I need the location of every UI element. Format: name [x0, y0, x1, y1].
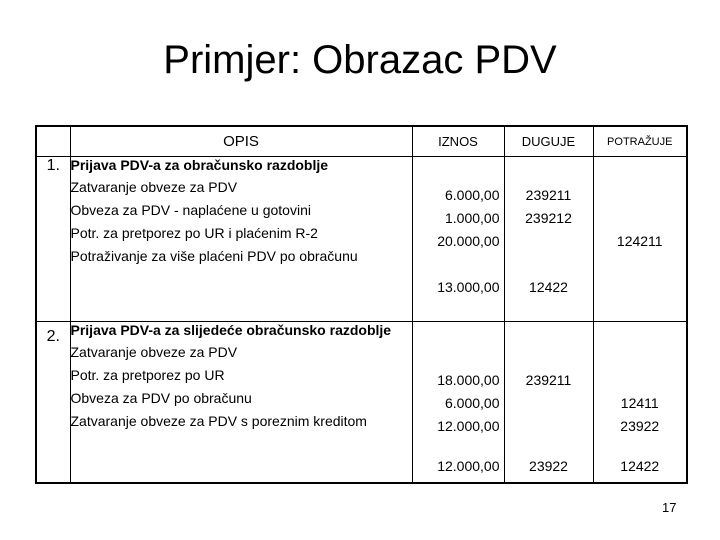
iznos-value: 12.000,00 — [437, 458, 500, 474]
duguje-value: 12422 — [529, 279, 568, 295]
duguje-cell — [504, 157, 593, 322]
iznos-value: 13.000,00 — [437, 279, 500, 295]
opis-line: Potraživanje za više plaćeni PDV po obračunu — [70, 248, 358, 264]
row-number: 1. — [36, 157, 70, 322]
opis-cell — [70, 322, 412, 483]
row-heading: Prijava PDV-a za obračunsko razdoblje — [70, 157, 329, 173]
row-number: 2. — [36, 322, 70, 483]
table-row — [36, 157, 687, 322]
opis-cell — [70, 157, 412, 322]
iznos-value: 20.000,00 — [437, 233, 500, 249]
potrazuje-value: 124211 — [616, 233, 663, 249]
opis-line: Obveza za PDV - naplaćene u gotovini — [70, 202, 311, 218]
iznos-value: 1.000,00 — [445, 210, 500, 226]
header-potrazuje: POTRAŽUJE — [593, 126, 687, 157]
table-row — [36, 322, 687, 483]
header-opis: OPIS — [70, 126, 412, 157]
duguje-value: 239211 — [525, 187, 572, 203]
potrazuje-cell — [593, 157, 687, 322]
row-heading: Prijava PDV-a za slijedeće obračunsko razdoblje — [70, 322, 392, 338]
duguje-cell — [504, 322, 593, 483]
potrazuje-cell — [593, 322, 687, 483]
header-iznos: IZNOS — [412, 126, 504, 157]
iznos-cell — [412, 157, 504, 322]
duguje-value: 239212 — [525, 210, 572, 226]
opis-line: Potr. za pretporez po UR i plaćenim R-2 — [70, 225, 318, 241]
duguje-value: 239211 — [525, 372, 572, 388]
opis-line: Zatvaranje obveze za PDV — [70, 344, 238, 360]
opis-line: Zatvaranje obveze za PDV s poreznim kreditom — [70, 413, 367, 429]
duguje-value: 23922 — [529, 458, 568, 474]
potrazuje-value: 12422 — [620, 458, 660, 474]
opis-line: Zatvaranje obveze za PDV — [70, 179, 238, 195]
page-number: 17 — [662, 500, 677, 515]
table-header-row — [36, 126, 687, 157]
header-num — [36, 126, 70, 157]
page-title: Primjer: Obrazac PDV — [163, 38, 557, 82]
iznos-cell — [412, 322, 504, 483]
potrazuje-value: 12411 — [620, 395, 659, 411]
iznos-value: 18.000,00 — [437, 372, 500, 388]
iznos-value: 12.000,00 — [437, 418, 500, 434]
opis-line: Potr. za pretporez po UR — [70, 367, 225, 383]
iznos-value: 6.000,00 — [445, 395, 500, 411]
potrazuje-value: 23922 — [620, 418, 660, 434]
opis-line: Obveza za PDV po obračunu — [70, 390, 252, 406]
pdv-form-table — [35, 125, 688, 484]
header-duguje: DUGUJE — [504, 126, 593, 157]
iznos-value: 6.000,00 — [445, 187, 500, 203]
